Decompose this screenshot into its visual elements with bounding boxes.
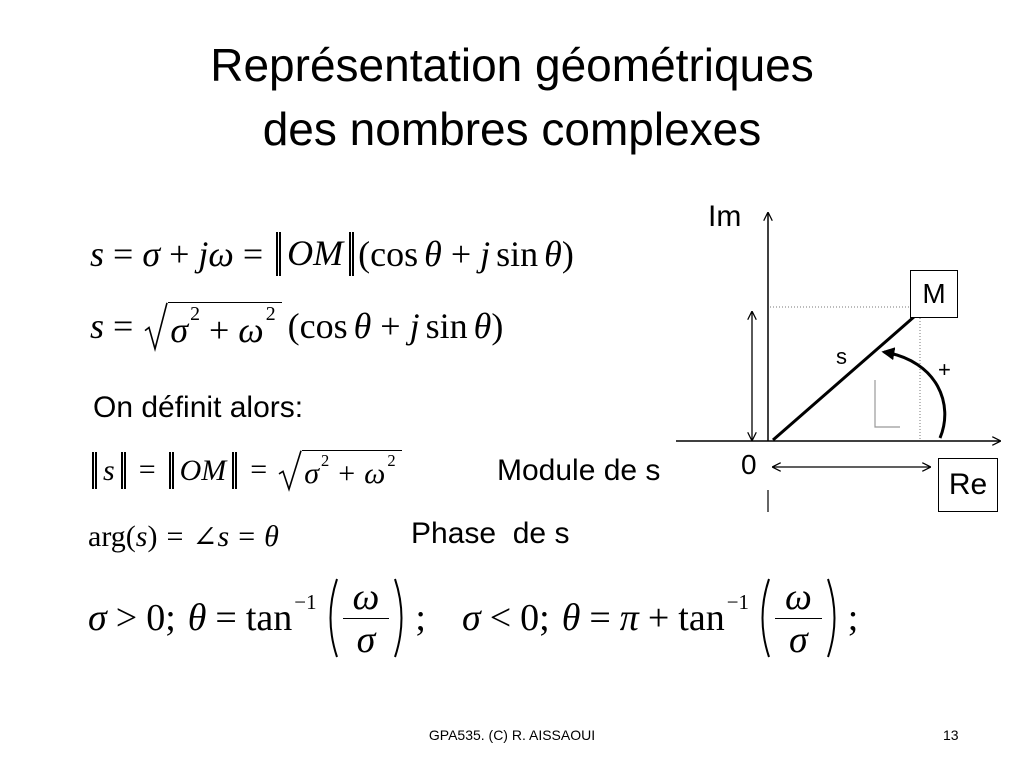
- square-root: [144, 302, 281, 351]
- var-theta: θ: [353, 306, 372, 346]
- var-j: j: [480, 234, 491, 274]
- semicolon: ;: [415, 597, 426, 639]
- var-theta: θ: [424, 234, 442, 274]
- equals-sign: =: [238, 520, 256, 553]
- zero-semicolon: 0;: [146, 597, 176, 639]
- var-sigma: σ: [170, 309, 189, 350]
- fraction: [775, 575, 822, 661]
- exponent: 2: [320, 451, 330, 471]
- var-om: OM: [179, 453, 227, 487]
- left-paren-icon: [755, 577, 771, 659]
- exponent: 2: [265, 303, 276, 326]
- denominator-sigma: σ: [789, 618, 808, 661]
- numerator-omega: ω: [775, 578, 822, 619]
- angle-symbol: ∠: [192, 520, 218, 554]
- page-number: 13: [943, 727, 959, 743]
- sin-function: sin: [496, 234, 539, 274]
- var-theta: θ: [264, 520, 279, 553]
- norm-om: [169, 452, 238, 489]
- real-axis-label: Re: [948, 468, 988, 501]
- equation-theta-cases: [88, 574, 858, 662]
- square-root: [278, 450, 401, 491]
- point-m-box: [910, 270, 958, 318]
- cos-function: (cos: [287, 306, 348, 346]
- plus-sign: +: [450, 234, 472, 274]
- plus-sign: +: [169, 234, 190, 274]
- var-omega: ω: [364, 456, 386, 490]
- semicolon: ;: [847, 597, 859, 639]
- norm-om: [276, 232, 354, 276]
- var-theta: θ: [561, 597, 581, 639]
- plus-sign: +: [647, 597, 670, 639]
- point-label: M: [922, 278, 946, 309]
- inverse-exponent: −1: [294, 589, 317, 614]
- plus-sign: +: [338, 456, 356, 490]
- exponent: 2: [387, 451, 396, 471]
- var-pi: π: [619, 597, 639, 639]
- var-s: s: [217, 520, 230, 553]
- norm-s: [92, 452, 126, 489]
- plus-sign: +: [380, 306, 401, 346]
- var-sigma: σ: [461, 597, 481, 639]
- parenthesized-fraction: [755, 577, 842, 659]
- var-j-omega: jω: [198, 234, 234, 274]
- right-paren-icon: [393, 577, 409, 659]
- equals-sign: =: [113, 306, 134, 346]
- var-omega: ω: [238, 309, 264, 350]
- close-paren: ): [147, 520, 158, 553]
- equation-argument: [88, 515, 279, 559]
- radicand: [168, 302, 281, 351]
- origin-label: 0: [741, 449, 757, 480]
- var-s: s: [90, 306, 105, 346]
- title-line-1: Représentation géométriques: [210, 39, 814, 91]
- equals-sign: =: [242, 234, 264, 274]
- var-sigma: σ: [304, 456, 319, 490]
- equation-modulus: [88, 444, 402, 496]
- plus-sign: +: [208, 309, 230, 350]
- close-paren: ): [491, 306, 504, 346]
- equation-complex-definition: [90, 232, 574, 276]
- cos-function: (cos: [358, 234, 419, 274]
- var-j: j: [409, 306, 420, 346]
- equals-sign: =: [589, 597, 611, 639]
- var-sigma: σ: [88, 597, 107, 639]
- inverse-exponent: −1: [726, 589, 749, 614]
- var-om: OM: [287, 233, 344, 274]
- rotation-sign: +: [938, 357, 951, 382]
- fraction: [343, 575, 390, 661]
- phase-label: Phase de s: [411, 517, 570, 550]
- sin-function: sin: [425, 306, 468, 346]
- var-s: s: [135, 520, 148, 553]
- intro-text: On définit alors:: [93, 391, 304, 424]
- title-line-2: des nombres complexes: [262, 103, 762, 155]
- greater-than-sign: >: [115, 597, 138, 639]
- denominator-sigma: σ: [356, 618, 376, 661]
- var-sigma: σ: [142, 234, 161, 274]
- less-than-sign: <: [489, 597, 512, 639]
- module-label: Module de s: [497, 454, 661, 487]
- equation-polar-form: [90, 294, 503, 358]
- equals-sign: =: [250, 453, 268, 486]
- slide-title: [0, 33, 1024, 161]
- parenthesized-fraction: [323, 577, 410, 659]
- left-paren-icon: [323, 577, 339, 659]
- radicand: [302, 450, 401, 491]
- var-s: s: [90, 234, 105, 274]
- var-theta: θ: [187, 597, 207, 639]
- equals-sign: =: [166, 520, 184, 553]
- equals-sign: =: [215, 597, 237, 639]
- numerator-omega: ω: [343, 578, 390, 619]
- equals-sign: =: [113, 234, 134, 274]
- vector-om: [773, 316, 915, 440]
- var-theta: θ: [473, 306, 492, 346]
- vector-label: s: [836, 344, 847, 369]
- close-paren: ): [561, 234, 574, 274]
- zero-semicolon: 0;: [520, 597, 550, 639]
- var-theta: θ: [544, 234, 562, 274]
- real-axis-box: [938, 458, 998, 512]
- arg-function: arg(: [88, 520, 136, 553]
- equals-sign: =: [138, 453, 156, 486]
- footer-text: GPA535. (C) R. AISSAOUI: [428, 727, 596, 743]
- var-s: s: [103, 453, 115, 487]
- right-paren-icon: [826, 577, 842, 659]
- radical-sign-icon: [144, 302, 168, 351]
- tan-function: tan: [245, 597, 293, 639]
- rotation-arc-arrow: [884, 352, 945, 438]
- radical-sign-icon: [278, 450, 302, 491]
- exponent: 2: [190, 303, 200, 326]
- tan-function: tan: [678, 597, 725, 639]
- imaginary-axis-label: Im: [708, 200, 742, 233]
- angle-marker: [875, 380, 900, 427]
